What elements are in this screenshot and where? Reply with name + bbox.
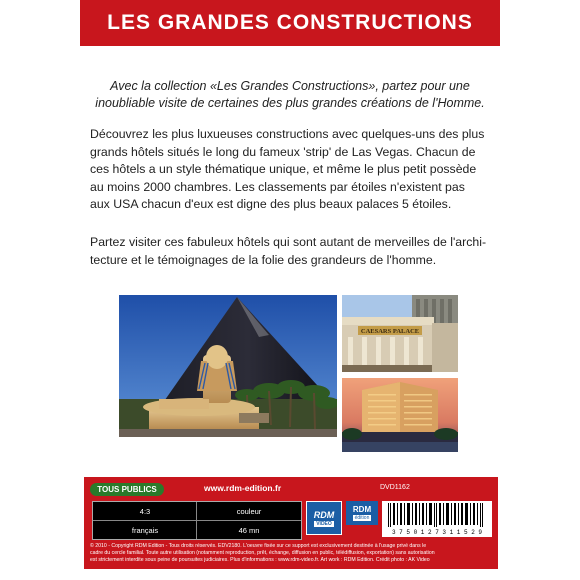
legal-line: cadre du cercle familial. Toute autre utilisation (notamment reproduction, prêt, échange, diffusion en public, télédiffusion, exportation) sans autorisation bbox=[90, 550, 435, 556]
barcode bbox=[382, 501, 492, 537]
intro-line: Avec la collection «Les Grandes Constructions», partez pour une bbox=[110, 79, 470, 93]
paragraph-line: Découvrez les plus luxueuses constructions avec quelques-uns des plus bbox=[90, 127, 485, 141]
spec-color: couleur bbox=[236, 506, 262, 516]
logo-name: RDM bbox=[352, 505, 372, 514]
caesars-sign: CAESARS PALACE bbox=[360, 328, 420, 335]
legal-notice bbox=[90, 543, 494, 564]
caesars-palace-photo bbox=[342, 295, 458, 372]
hotel-night-photo bbox=[342, 378, 458, 452]
legal-line: est strictement interdite sous peine de poursuites judiciaires. Plus d'informations : www.rdm-video.fr. Art work : RDM Edition. Crédit photo : AK Video bbox=[90, 557, 430, 563]
paragraph-line: ces hôtels a un style thématique unique, et même le plus petit possède bbox=[90, 162, 477, 177]
luxor-pyramid-photo bbox=[119, 295, 337, 437]
paragraph-line: au moins 2000 chambres. Les classements par étoiles n'existent pas bbox=[90, 179, 465, 194]
paragraph-line: grands hôtels situés le long du fameux 'strip' de Las Vegas. Chacun de bbox=[90, 144, 476, 159]
cover-title: LES GRANDES CONSTRUCTIONS bbox=[107, 11, 473, 34]
cover-title-banner bbox=[80, 0, 500, 46]
rdm-edition-logo bbox=[346, 501, 378, 525]
logo-sub: VIDEO bbox=[316, 520, 332, 527]
paragraph-line: aux USA chacun d'eux est digne des plus beaux palaces 5 étoiles. bbox=[90, 197, 452, 212]
intro-line: inoubliable visite de certaines des plus grandes créations de l'Homme. bbox=[95, 96, 485, 110]
spec-language: français bbox=[131, 525, 159, 535]
logo-sub: édition bbox=[354, 515, 370, 521]
paragraph-line: tecture et le témoignages de la folie des grandeurs de l'homme. bbox=[90, 252, 437, 267]
logo-name: RDM bbox=[313, 509, 335, 520]
legal-line: © 2010 - Copyright RDM Edition - Tous droits réservés. EDV2180. L'oeuvre fixée sur ce support est exclusivement destinée à l'usage privé dans le bbox=[90, 543, 427, 549]
spec-duration: 46 mn bbox=[238, 525, 260, 535]
product-reference: DVD1162 bbox=[380, 484, 410, 491]
rdm-video-logo bbox=[306, 501, 342, 535]
cover-footer bbox=[84, 477, 498, 569]
spec-ratio: 4:3 bbox=[139, 506, 151, 516]
second-paragraph bbox=[90, 234, 494, 269]
barcode-bars bbox=[382, 501, 492, 529]
barcode-number: 3 7 5 0 1 2 7 3 1 1 5 2 9 bbox=[391, 529, 482, 536]
description-paragraph bbox=[90, 126, 494, 214]
spec-grid bbox=[92, 501, 302, 540]
website-link[interactable]: www.rdm-edition.fr bbox=[204, 483, 282, 493]
paragraph-line: Partez visiter ces fabuleux hôtels qui sont autant de merveilles de l'archi- bbox=[90, 235, 487, 249]
audience-badge: TOUS PUBLICS bbox=[90, 483, 164, 496]
intro-text bbox=[86, 78, 494, 112]
